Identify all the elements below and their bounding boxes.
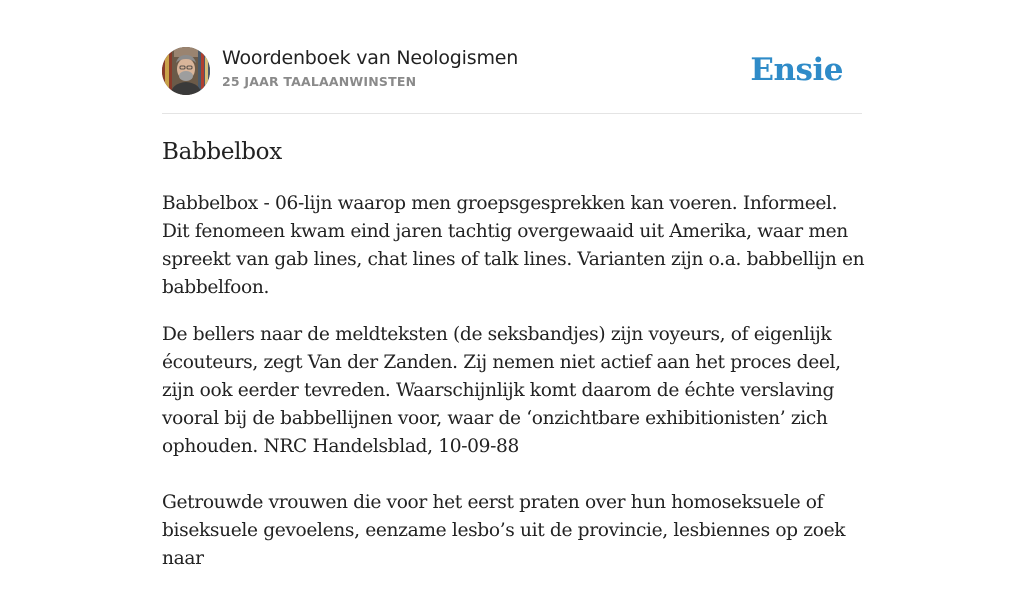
author-name[interactable]: Woordenboek van Neologismen <box>222 47 519 69</box>
header-divider <box>162 113 862 114</box>
article-body <box>162 190 866 592</box>
author-portrait-icon <box>162 47 210 95</box>
article-paragraph: De bellers naar de meldteksten (de seksbandjes) zijn voyeurs, of eigenlijk écouteurs, zegt Van der Zanden. Zij nemen niet actief aan het proces deel, zijn ook eerder tevreden. Waarschijnlijk komt daarom de échte verslaving vooral bij de babbellijnen voor, waar de ‘onzichtbare exhibitionisten’ zich ophouden. NRC Handelsblad, 10-09-88 Getrouwde vrouwen die voor het eerst praten over hun homoseksuele of biseksuele gevoelens, eenzame lesbo’s uit de provincie, lesbiennes op zoek naar <box>162 324 846 569</box>
avatar[interactable] <box>162 47 210 95</box>
page-title: Babbelbox <box>162 139 282 165</box>
header <box>162 47 862 95</box>
article-paragraph: Babbelbox - 06-lijn waarop men groepsgesprekken kan voeren. Informeel. Dit fenomeen kwam eind jaren tachtig overgewaaid uit Amerika, waar men spreekt van gab lines, chat lines of talk lines. Varianten zijn o.a. babbellijn en babbelfoon. <box>162 193 865 298</box>
page <box>162 0 865 569</box>
brand-logo[interactable]: Ensie <box>750 52 843 88</box>
author-tagline: 25 JAAR TAALAANWINSTEN <box>222 74 417 89</box>
